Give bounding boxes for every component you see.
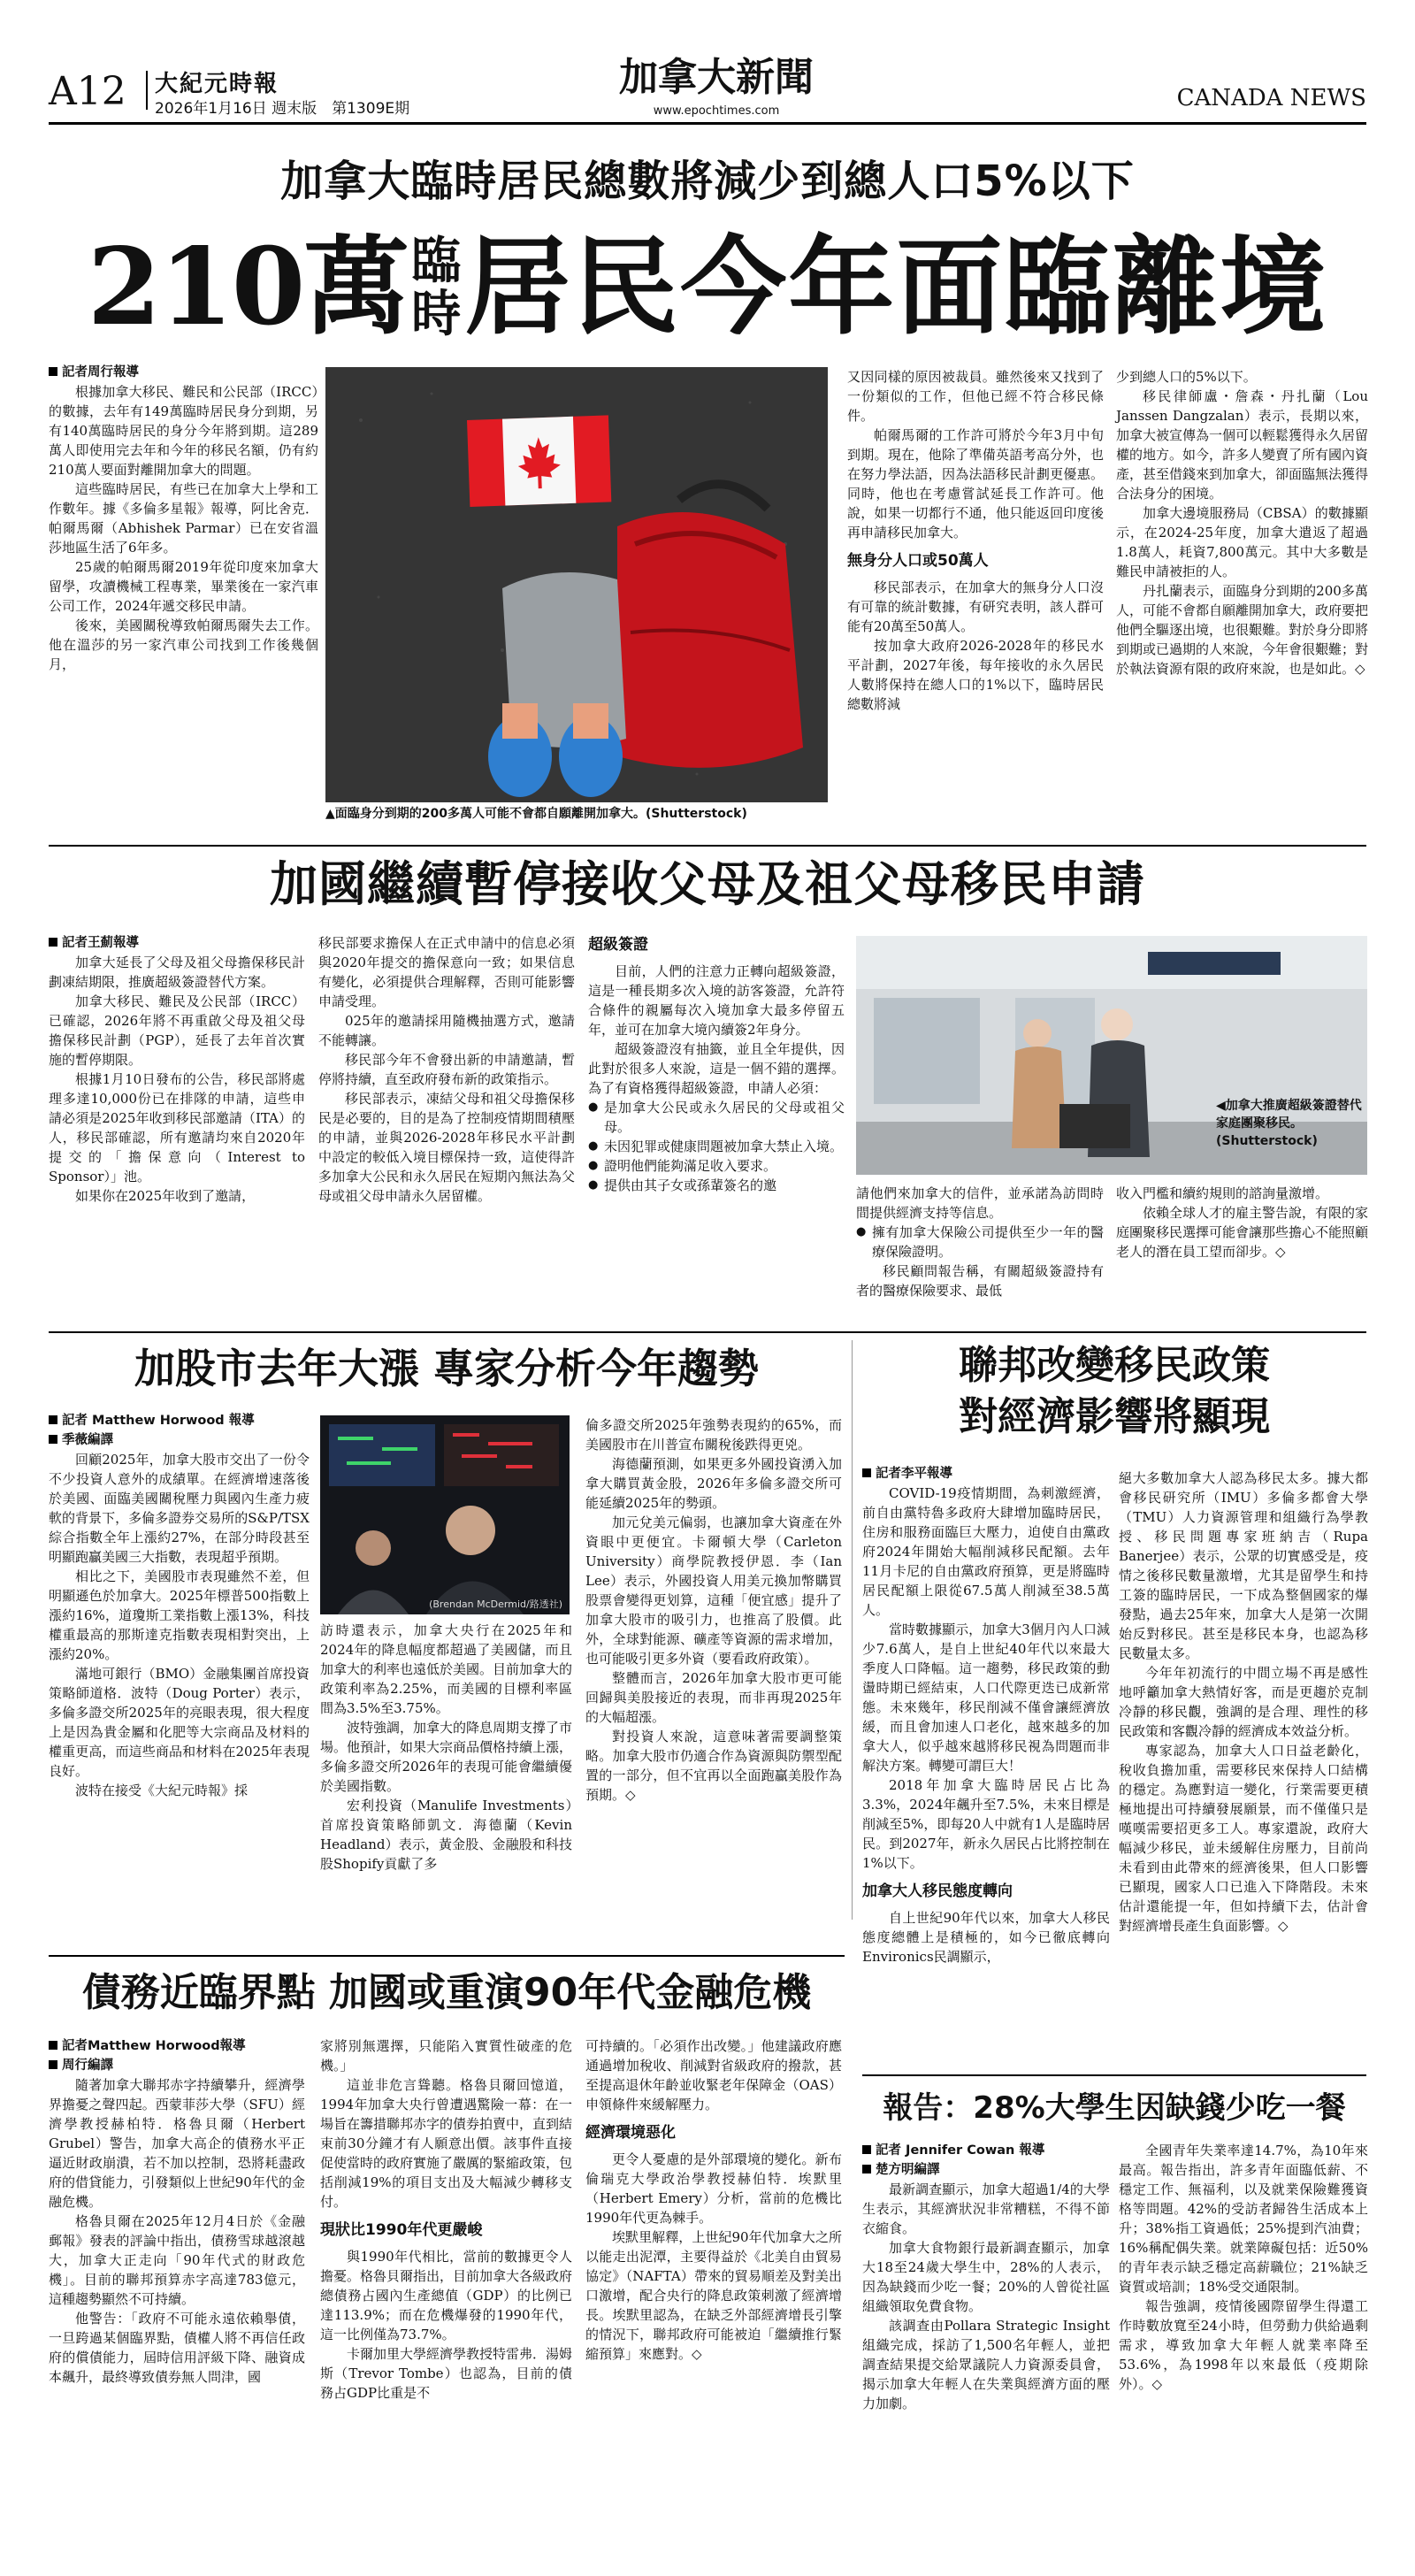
section-title: 加拿大新聞 [619,55,814,100]
paragraph: 移民部要求擔保人在正式申請中的信息必須與2020年提交的擔保意向一致；如果信息有變化，必須提供合理解釋，否則可能影響申請受理。 [318,935,575,1009]
paragraph: 海德蘭預測，如果更多外國投資湧入加拿大購買黃金股，2026年多倫多證交所可能延續2025年的勢頭。 [585,1456,842,1511]
story3-col2 [320,1621,572,1874]
story2-photo-caption: ◀加拿大推廣超級簽證替代家庭團聚移民。(Shutterstock) [1216,1099,1362,1148]
headline-part-b: 居民今年面臨離境 [464,225,1328,349]
headline-stack-2: 時 [411,285,462,343]
paragraph: 更令人憂慮的是外部環境的變化。新布倫瑞克大學政治學教授赫伯特．埃默里（Herbert Emery）分析，當前的危機比1990年代更為棘手。 [585,2151,842,2226]
paragraph: 專家認為，加拿大人口日益老齡化，稅收負擔加重，需要移民來保持人口結構的穩定。為應對這一變化，行業需要更積極地提出可持續發展願景，而不僅僅只是嘆嘆需要招更多工人。專家還說，政府大幅減少移民，並未緩解住房壓力，目前尚未看到由此帶來的經濟後果，但人口影響已顯現，國家人口已進入下降階段。未來估計還能提一年，但如持續下去，估計會對經濟增長產生負面影響。◇ [1119,1743,1368,1934]
paragraph: 當時數據顯示，加拿大3個月內人口減少7.6萬人，是自上世紀40年代以來最大季度人口降幅。這一趨勢，移民政策的動盪時期已經結束，人口代際更迭已成新常態。未來幾年，移民削減不僅會讓經濟放緩，而且會加速人口老化，越來越多的加拿大人，似乎越來越將移民視為問題而非解決方案。轉變可謂巨大！ [862,1622,1110,1774]
paragraph: 對投資人來說，這意味著需要調整策略。加拿大股市仍適合作為資源與防禦型配置的一部分，但不宜再以全面跑贏美股作為預期。◇ [585,1729,842,1803]
paragraph: 加拿大食物銀行最新調查顯示，加拿大18至24歲大學生中，28%的人表示，因為缺錢而少吃一餐；20%的人曾從社區組織領取免費食物。 [862,2240,1110,2314]
paragraph: 移民部表示，凍結父母和祖父母擔保移民是必要的，目的是為了控制疫情期間積壓的申請，並與2026-2028年移民水平計劃中設定的較低入境目標保持一致，這使得許多加拿大公民和永久居民在短期內無法為父母或祖父母申請永久居留權。 [318,1091,575,1204]
paragraph: 25歲的帕爾馬爾2019年從印度來加拿大留學，攻讀機械工程專業，畢業後在一家汽車公司工作，2024年遞交移民申請。 [49,559,318,614]
paragraph: 波特強調，加拿大的降息周期支撐了市場。他預計，如果大宗商品價格持續上漲，多倫多證交所2026年的表現可能會繼續優於美國指數。 [320,1720,573,1794]
paragraph: 該調查由Pollara Strategic Insight組織完成，採訪了1,500名年輕人，並把調查結果提交給眾議院人力資源委員會，揭示加拿大年輕人在失業與經濟方面的壓力加劇。 [862,2318,1110,2411]
paragraph: 宏利投資（Manulife Investments）首席投資策略師凱文．海德蘭（Kevin Headland）表示，黃金股、金融股和科技股Shopify貢獻了多 [320,1798,572,1872]
paragraph: 按加拿大政府2026-2028年的移民水平計劃，2027年後，每年接收的永久居民人數將保持在總人口的1%以下，臨時居民總數將減 [847,638,1104,712]
headline-stack-1: 臨 [411,232,462,290]
story-divider [862,2074,1366,2076]
story2-col3c [856,1184,1104,1300]
story1-headline [49,221,1366,354]
paragraph: 加拿大邊境服務局（CBSA）的數據顯示，在2024-25年度，加拿大遣返了超過1.8萬人，耗資7,800萬元。其中大多數是難民申請被拒的人。 [1116,505,1368,579]
bullet-item: ● 擁有加拿大保險公司提供至少一年的醫療保險證明。 [856,1223,1104,1261]
paragraph: 他警告：「政府不可能永遠依賴舉債，一旦跨過某個臨界點，債權人將不再信任政府的償債能力，屆時信用評級下降、融資成本飆升，最終導致債券無人問津，國 [49,2311,305,2385]
story-divider [49,1331,1366,1333]
paragraph: 最新調查顯示，加拿大超過1/4的大學生表示，其經濟狀況非常糟糕，不得不節衣縮食。 [862,2181,1110,2236]
subheading: 無身分人口或50萬人 [847,552,989,570]
subheading: 超級簽證 [588,936,648,954]
paragraph: 埃默里解釋，上世紀90年代加拿大之所以能走出泥潭，主要得益於《北美自由貿易協定》（NAFTA）帶來的貿易順差及對美出口激增，配合央行的降息政策刺激了經濟增長。埃默里認為，在缺乏外部經濟增長引擎的情況下，聯邦政府可能被迫「繼續推行緊縮預算」來應對。◇ [585,2229,842,2362]
paragraph: 倫多證交所2025年強勢表現約的65%，而美國股市在川普宣布關稅後跌得更兇。 [585,1417,842,1453]
story3-photo-illustration [320,1415,570,1614]
paragraph: 這並非危言聳聽。格魯貝爾回憶道，1994年加拿大央行曾遭遇驚險一幕：在一場旨在籌措聯邦赤字的債券拍賣中，直到結束前30分鐘才有人願意出價。該事件直接促使當時的政府實施了嚴厲的緊縮政策，包括削減19%的項目支出及大幅減少轉移支付。 [320,2077,573,2210]
paper-name: 大紀元時報 [155,71,279,97]
headline-stack [411,234,461,341]
story3-byline2: 季薇編譯 [49,1430,310,1450]
paragraph: 與1990年代相比，當前的數據更令人擔憂。格魯貝爾指出，目前加拿大各級政府總債務占國內生產總值（GDP）的比例已達113.9%；而在危機爆發的1990年代，這一比例僅為73.7%。 [320,2249,573,2342]
paragraph: 整體而言，2026年加拿大股市更可能回歸與美股接近的表現，而非再現2025年的大幅超漲。 [585,1670,842,1725]
paragraph: 格魯貝爾在2025年12月4日於《金融郵報》發表的評論中指出，債務雪球越滾越大，加拿大正走向「90年代式的財政危機」。目前的聯邦預算赤字高達783億元，這種趨勢顯然不可持續。 [49,2213,305,2307]
story6-byline: 記者 Jennifer Cowan 報導 [862,2141,1110,2160]
paragraph: COVID-19疫情期間，為刺激經濟，前自由黨特魯多政府大肆增加臨時居民，住房和服務面臨巨大壓力，迫使自由黨政府2024年開始大幅削減移民配額。去年11月卡尼的自由黨政府預算，更是將臨時居民配額上限從67.5萬人削減至38.5萬人。 [862,1485,1110,1618]
paragraph: 自上世紀90年代以來，加拿大人移民態度總體上是積極的，如今已徹底轉向Environics民調顯示， [862,1910,1110,1965]
paragraph: 移民部今年不會發出新的申請邀請，暫停將持續，直至政府發布新的政策指示。 [318,1052,575,1087]
story6-col1 [862,2141,1110,2413]
paragraph: 025年的邀請採用隨機抽選方式，邀請不能轉讓。 [318,1013,575,1048]
paragraph: 根據加拿大移民、難民和公民部（IRCC）的數據，去年有149萬臨時居民身分到期，另有140萬臨時居民的身分今年將到期。這289萬人即使用完去年和今年的移民名額，仍有約210萬人要面對離開加拿大的問題。 [49,384,318,478]
story5-byline: 記者Matthew Horwood報導 [49,2036,305,2056]
story2-col3 [588,933,845,1195]
story3-photo-credit: (Brendan McDermid/路透社) [429,1598,562,1610]
paragraph: 這些臨時居民，有些已在加拿大上學和工作數年。據《多倫多星報》報導，阿比舍克．帕爾馬爾（Abhishek Parmar）已在安省溫莎地區生活了6年多。 [49,481,318,556]
story1-byline: 記者周行報導 [49,363,318,382]
story4-headline-line2: 對經濟影響將顯現 [959,1394,1270,1439]
paragraph: 收入門檻和續約規則的諮詢量激增。 [1116,1185,1329,1201]
paragraph: 全國青年失業率達14.7%，為10年來最高。報告指出，許多青年面臨低薪、不穩定工作、無福利，以及就業保險難獲資格等問題。42%的受訪者歸咎生活成本上升；38%指工資過低；25%提到汽油費；16%稱配偶失業。就業障礙包括：近50%的青年表示缺乏穩定高薪職位；21%缺乏資質或培訓；18%受交通限制。 [1119,2143,1368,2295]
subheading: 現狀比1990年代更嚴峻 [320,2221,483,2239]
bullet-item: ● 未因犯罪或健康問題被加拿大禁止入境。 [588,1137,845,1156]
paragraph: 目前，人們的注意力正轉向超級簽證，這是一種長期多次入境的訪客簽證，允許符合條件的親屬每次入境加拿大最多停留五年，並可在加拿大境內續簽2年身分。 [588,963,845,1038]
paragraph: 移民律師盧・詹森・丹扎蘭（Lou Janssen Dangzalan）表示，長期以來，加拿大被宣傳為一個可以輕鬆獲得永久居留權的地方。如今，許多人變賣了所有國內資產，甚至借錢來到加拿大，卻面臨無法獲得合法身分的困境。 [1116,388,1369,502]
story2-col1 [49,933,305,1206]
date-line: 2026年1月16日 週末版 第1309E期 [155,100,410,118]
story5-byline2: 周行編譯 [49,2056,305,2075]
story2-headline: 加國繼續暫停接收父母及祖父母移民申請 [270,856,1145,912]
story1-col3 [847,367,1104,714]
story2-byline: 記者王薊報導 [49,933,305,953]
paragraph: 請他們來加拿大的信件，並承諾為訪問時間提供經濟支持等信息。 [856,1185,1104,1221]
story6-col2 [1119,2141,1368,2394]
site-url: www.epochtimes.com [653,104,780,118]
paragraph: 今年年初流行的中間立場不再是感性地呼籲加拿大熱情好客，而是更趨於克制冷靜的移民觀，強調的是合理、理性的移民政策和客觀冷靜的經濟成本效益分析。 [1119,1665,1368,1739]
story6-headline: 報告：28%大學生因缺錢少吃一餐 [883,2090,1346,2126]
story3-photo [320,1415,570,1614]
paragraph: 回顧2025年，加拿大股市交出了一份令不少投資人意外的成績單。在經濟增速落後於美國、面臨美國關稅壓力與國內生產力疲軟的背景下，多倫多證券交易所的S&P/TSX綜合指數全年上漲約27%，在部分時段甚至明顯跑贏美國三大指數，表現超乎預期。 [49,1452,310,1565]
column-divider [852,1340,853,1920]
paragraph: 隨著加拿大聯邦赤字持續攀升，經濟學界擔憂之聲四起。西蒙菲莎大學（SFU）經濟學教授赫柏特．格魯貝爾（Herbert Grubel）警告，加拿大高企的債務水平正逼近財政崩潰，若不加以控制，恐將耗盡政府的借貸能力，引發類似上世紀90年代的金融危機。 [49,2077,305,2210]
paragraph: 滿地可銀行（BMO）金融集團首席投資策略師道格．波特（Doug Porter）表示，多倫多證交所2025年的亮眼表現，很大程度上是因為貴金屬和化肥等大宗商品及材料的權重更高，而這些商品和材料在2025年表現良好。 [49,1666,310,1779]
story3-byline: 記者 Matthew Horwood 報導 [49,1411,310,1430]
story1-col4 [1116,367,1368,678]
paragraph: 如果你在2025年收到了邀請， [75,1188,256,1204]
paragraph: 加元兌美元偏弱，也讓加拿大資產在外資眼中更便宜。卡爾頓大學（Carleton University）商學院教授伊恩．李（Ian Lee）表示，外國投資人用美元換加幣購買股票會變得更划算，這種「便宜感」提升了加拿大股市的吸引力，也推高了股價。此外，全球對能源、礦產等資源的需求增加，也可能吸引更多外資（要看政府政策）。 [585,1514,842,1667]
paragraph: 波特在接受《大紀元時報》採 [75,1782,249,1798]
paragraph: 帕爾馬爾的工作許可將於今年3月中旬到期。現在，他除了準備英語考高分外，也在努力學法語，因為法語移民計劃更優惠。同時，他也在考慮嘗試延長工作許可。他說，如果一切都行不通，他只能返回印度後再申請移民加拿大。 [847,427,1104,540]
paragraph: 家將別無選擇，只能陷入實質性破產的危機。」 [320,2038,572,2074]
paragraph: 2018年加拿大臨時居民占比為3.3%，2024年飆升至7.5%，未來目標是削減至5%，即每20人中就有1人是臨時居民。到2027年，新永久居民占比將控制在1%以下。 [862,1777,1110,1871]
story3-headline: 加股市去年大漲 專家分析今年趨勢 [134,1345,759,1392]
story1-photo-illustration [325,367,828,802]
paragraph: 少到總人口的5%以下。 [1116,369,1257,385]
paragraph: 根據1月10日發布的公告，移民部將處理多達10,000份已在排隊的申請，這些申請必須是2025年收到移民部邀請（ITA）的人，移民部確認，所有邀請均來自2020年提交的「擔保意向（Interest to Sponsor）」池。 [49,1071,305,1184]
subheading: 加拿大人移民態度轉向 [862,1882,1013,1900]
masthead-rule [49,122,1366,125]
paragraph: 加拿大延長了父母及祖父母擔保移民計劃凍結期限，推廣超級簽證替代方案。 [49,954,305,990]
bullet-item: ● 證明他們能夠滿足收入要求。 [588,1156,845,1176]
paragraph: 可持續的。「必須作出改變。」他建議政府應通過增加稅收、削減對省級政府的撥款，甚至提高退休年齡並收緊老年保障金（OAS）申領條件來緩解壓力。 [585,2038,842,2112]
story-divider [49,1955,845,1957]
bullet-item: ● 是加拿大公民或永久居民的父母或祖父母。 [588,1098,845,1137]
masthead [0,0,1415,133]
masthead-divider [146,71,148,110]
story1-kicker: 加拿大臨時居民總數將減少到總人口5%以下 [280,157,1135,206]
paragraph: 訪時還表示，加拿大央行在2025年和2024年的降息幅度都超過了美國儲，而且加拿大的利率也遠低於美國。目前加拿大的政策利率為2.25%，而美國的目標利率區間為3.5%至3.75%。 [320,1622,573,1716]
story4-col1 [862,1464,1110,1966]
headline-part-a: 210萬 [87,225,409,349]
story5-headline: 債務近臨界點 加國或重演90年代金融危機 [81,1970,812,2015]
story5-col2 [320,2036,572,2403]
story6-byline2: 楚方明編譯 [862,2160,1110,2180]
paragraph: 超級簽證沒有抽籤，並且全年提供，因此對於很多人來說，這是一個不錯的選擇。為了有資格獲得超級簽證，申請人必須： [588,1041,845,1096]
paragraph: 移民部表示，在加拿大的無身分人口沒有可靠的統計數據，有研究表明，該人群可能有20萬至50萬人。 [847,579,1104,634]
paragraph: 依賴全球人才的雇主警告說，有限的家庭團聚移民選擇可能會讓那些擔心不能照顧老人的潛在員工望而卻步。◇ [1116,1205,1369,1260]
bullet-item: ● 提供由其子女或孫輩簽名的邀 [588,1176,845,1195]
paragraph: 絕大多數加拿大人認為移民太多。據大都會移民研究所（IMU）多倫多都會大學（TMU）人力資源管理和組織行為學教授、移民問題專家班納吉（Rupa Banerjee）表示，公眾的切實感受是，疫情之後移民數量激增，尤其是留學生和持工簽的臨時居民，一下成為整個國家的爆發點，過去25年來，加拿大人是第一次開始反對移民。甚至是移民本身，也認為移民數量太多。 [1119,1470,1368,1661]
story-divider [49,845,1366,847]
story3-col1 [49,1411,310,1800]
paragraph: 相比之下，美國股市表現雖然不差，但明顯遜色於加拿大。2025年標普500指數上漲約16%，道瓊斯工業指數上漲13%，科技權重最高的那斯達克指數表現相對突出，上漲約20%。 [49,1568,310,1662]
story3-col3 [585,1415,842,1805]
paragraph: 又因同樣的原因被裁員。雖然後來又找到了一份類似的工作，但他已經不符合移民條件。 [847,369,1104,424]
subheading: 經濟環境惡化 [585,2124,676,2142]
paragraph: 卡爾加里大學經濟學教授特雷弗．湯姆斯（Trevor Tombe）也認為，目前的債務占GDP比重是不 [320,2346,573,2401]
section-title-en: CANADA NEWS [1176,85,1366,111]
paragraph: 移民顧問報告稱，有關超級簽證持有者的醫療保險要求、最低 [856,1263,1104,1299]
story4-headline [862,1340,1366,1443]
story1-col1 [49,363,318,674]
paragraph: 丹扎蘭表示，面臨身分到期的200多萬人，可能不會都自願離開加拿大，政府要把他們全驅逐出境，也很艱難。對於身分即將到期或已過期的人來說，今年會很艱難；對於執法資源有限的政府來說，也是如此。◇ [1116,583,1369,677]
story2-col4 [1116,1184,1368,1261]
page-number: A12 [49,69,126,114]
story5-col3 [585,2036,842,2364]
paragraph: 後來，美國關稅導致帕爾馬爾失去工作。他在溫莎的另一家汽車公司找到工作後幾個月， [49,617,318,672]
story5-col1 [49,2036,305,2387]
story1-photo [325,367,828,802]
story4-byline: 記者李平報導 [862,1464,1110,1484]
story1-photo-caption: ▲面臨身分到期的200多萬人可能不會都自願離開加拿大。(Shutterstock) [325,807,747,821]
paragraph: 報告強調，疫情後國際留學生得還工作時數放寬至24小時，但勞動力供給過剩需求，導致加拿大年輕人就業率降至53.6%，為1998年以來最低（疫期除外）。◇ [1119,2298,1368,2392]
story2-col2 [318,933,575,1206]
story4-col2 [1119,1468,1368,1936]
story4-headline-line1: 聯邦改變移民政策 [959,1343,1270,1388]
paragraph: 加拿大移民、難民及公民部（IRCC）已確認，2026年將不再重啟父母及祖父母擔保移民計劃（PGP），延長了去年首次實施的暫停期限。 [49,993,305,1068]
